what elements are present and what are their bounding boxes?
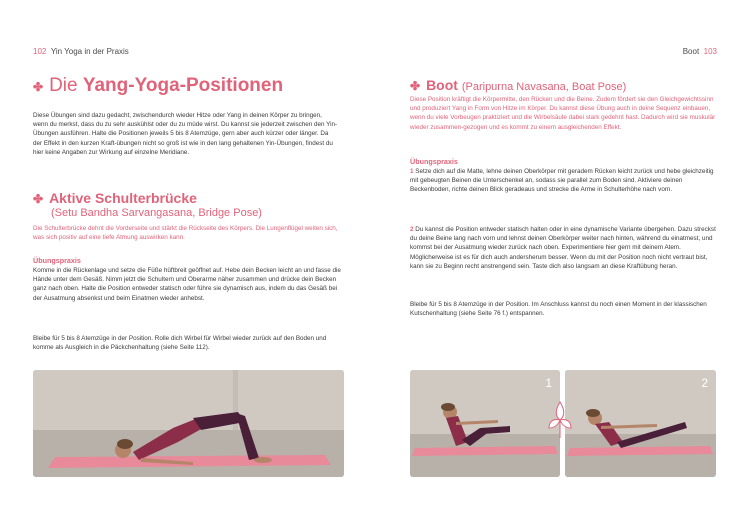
lotus-icon: ✤ (33, 192, 44, 206)
chapter-title: Yin Yoga in der Praxis (50, 47, 129, 56)
section-title-boat (410, 78, 720, 95)
running-head-right (683, 47, 717, 56)
step-text: Setze dich auf die Matte, lehne deinen Oberkörper mit geradem Rücken leicht zurück und hebe gleichzeitig mit gebeugten Beinen die Unterschenkel an, sodass sie parallel zum Boden sind. Aktiviere deinen Beckenboden, richte deinen Blick geradeaus und strecke die Arme in Schulterhöhe nach vorn. (410, 168, 714, 194)
section-subtitle-bridge: (Setu Bandha Sarvangasana, Bridge Pose) (51, 207, 262, 219)
step-number: 2 (410, 226, 414, 233)
step-text: Du kannst die Position entweder statisch halten oder in eine dynamische Variante übergehen. Dazu streckst du deine Beine lang nach vorn und lehnst deinen Oberkörper weiter nach hinten, während du einatmest, und kommst bei der Ausatmung wieder zurück nach oben. Experimentiere hier gern mit deinem Atem. Möglicherweise ist es für dich auch andersherum besser. Wenn du mit der Position noch nicht vertraut bist, kann sie zu Beginn recht anstrengend sein. Taste dich also langsam an diese Kraftübung heran. (410, 226, 716, 270)
practice-heading: Übungspraxis (33, 256, 81, 265)
step-number: 1 (410, 168, 414, 175)
floral-ornament-icon (545, 400, 575, 440)
practice-step-2 (410, 225, 720, 271)
section-title-bridge (33, 191, 343, 207)
photo-label-2: 2 (701, 376, 708, 390)
section-running-title: Boot (682, 47, 700, 56)
boat-pose-illustration-1 (410, 370, 560, 477)
boat-pose-photo-2 (565, 370, 716, 477)
bridge-intro: Die Schulterbrücke dehnt die Vorderseite und stärkt die Rückseite des Körpers. Die Lungenflügel weiten sich, was sich positiv auf eine tiefe Atmung auswirken kann. (33, 225, 338, 242)
lotus-icon: ✤ (33, 80, 44, 94)
section-title-text: Boot (426, 77, 458, 93)
page-number-left: 102 (33, 47, 47, 56)
page-number-right: 103 (703, 47, 717, 56)
lotus-icon: ✤ (410, 79, 421, 93)
boat-pose-photo-1 (410, 370, 560, 477)
bridge-practice (33, 256, 343, 303)
boat-pose-illustration-2 (565, 370, 716, 477)
boat-intro: Diese Position kräftigt die Körpermitte, den Rücken und die Beine. Zudem fördert sie den Gleichgewichtssinn und produziert Yang in Form von Hitze im Körper. Du kannst diese Übung auch in deine Sequenz einbauen, wenn du viele Vorbeugen praktiziert und die Wirbelsäule dabei stark gedehnt hast. Dadurch wird sie muskulär wieder zusammen-gezogen und es kommt zu einem ausgleichenden Effekt. (410, 96, 716, 131)
page-title (33, 76, 283, 95)
practice-text: Komme in die Rückenlage und setze die Füße hüftbreit geöffnet auf. Hebe dein Becken leicht an und fasse die Hände unter dem Gesäß. Nimm jetzt die Schultern und Oberarme näher zusammen und drücke dein Becken ganz nach oben. Halte die Position entweder statisch oder führe sie dynamisch aus, indem du das Gesäß bei der Ausatmung absenkst und beim Einatmen wieder anhebst. (33, 267, 341, 302)
title-bold: Yang-Yoga-Positionen (82, 75, 284, 96)
section-header-boat (410, 78, 720, 95)
section-title-text: Aktive Schulterbrücke (49, 190, 197, 206)
running-head-left (33, 47, 129, 56)
boat-practice (410, 157, 720, 195)
bridge-pose-photo (33, 370, 344, 477)
practice-step-1 (410, 167, 720, 195)
intro-paragraph: Diese Übungen sind dazu gedacht, zwischendurch wieder Hitze oder Yang in deinen Körper zu bringen, wenn du merkst, dass du zu sehr auskühlst oder du zu müde wirst. Du kannst sie jederzeit zwischen den Yin-Übungen ausführen. Halte die Positionen jeweils 5 bis 8 Atemzüge, gern aber auch kürzer oder länger. Da der Effekt in den kurzen Kraft-übungen nicht so groß ist wie in den lang gehaltenen Yin-Übungen, findest du hier keine Angaben zur Wirkung auf einzelne Meridiane. (33, 112, 338, 156)
photo-label-1: 1 (545, 376, 552, 390)
bridge-closing: Bleibe für 5 bis 8 Atemzüge in der Position. Rolle dich Wirbel für Wirbel wieder zurück auf den Boden und komme als Ausgleich in die Päckchenhaltung (siehe Seite 112). (33, 335, 327, 352)
section-subtitle-boat: (Paripurna Navasana, Boat Pose) (461, 81, 627, 93)
bridge-pose-illustration (33, 370, 344, 477)
boat-closing: Bleibe für 5 bis 8 Atemzüge in der Position. Im Anschluss kannst du noch einen Moment in der klassischen Kutschenhaltung (siehe Seite 76 f.) entspannen. (410, 301, 707, 318)
practice-heading: Übungspraxis (410, 157, 458, 166)
title-prefix: Die (49, 75, 83, 96)
section-header-bridge (33, 191, 343, 220)
